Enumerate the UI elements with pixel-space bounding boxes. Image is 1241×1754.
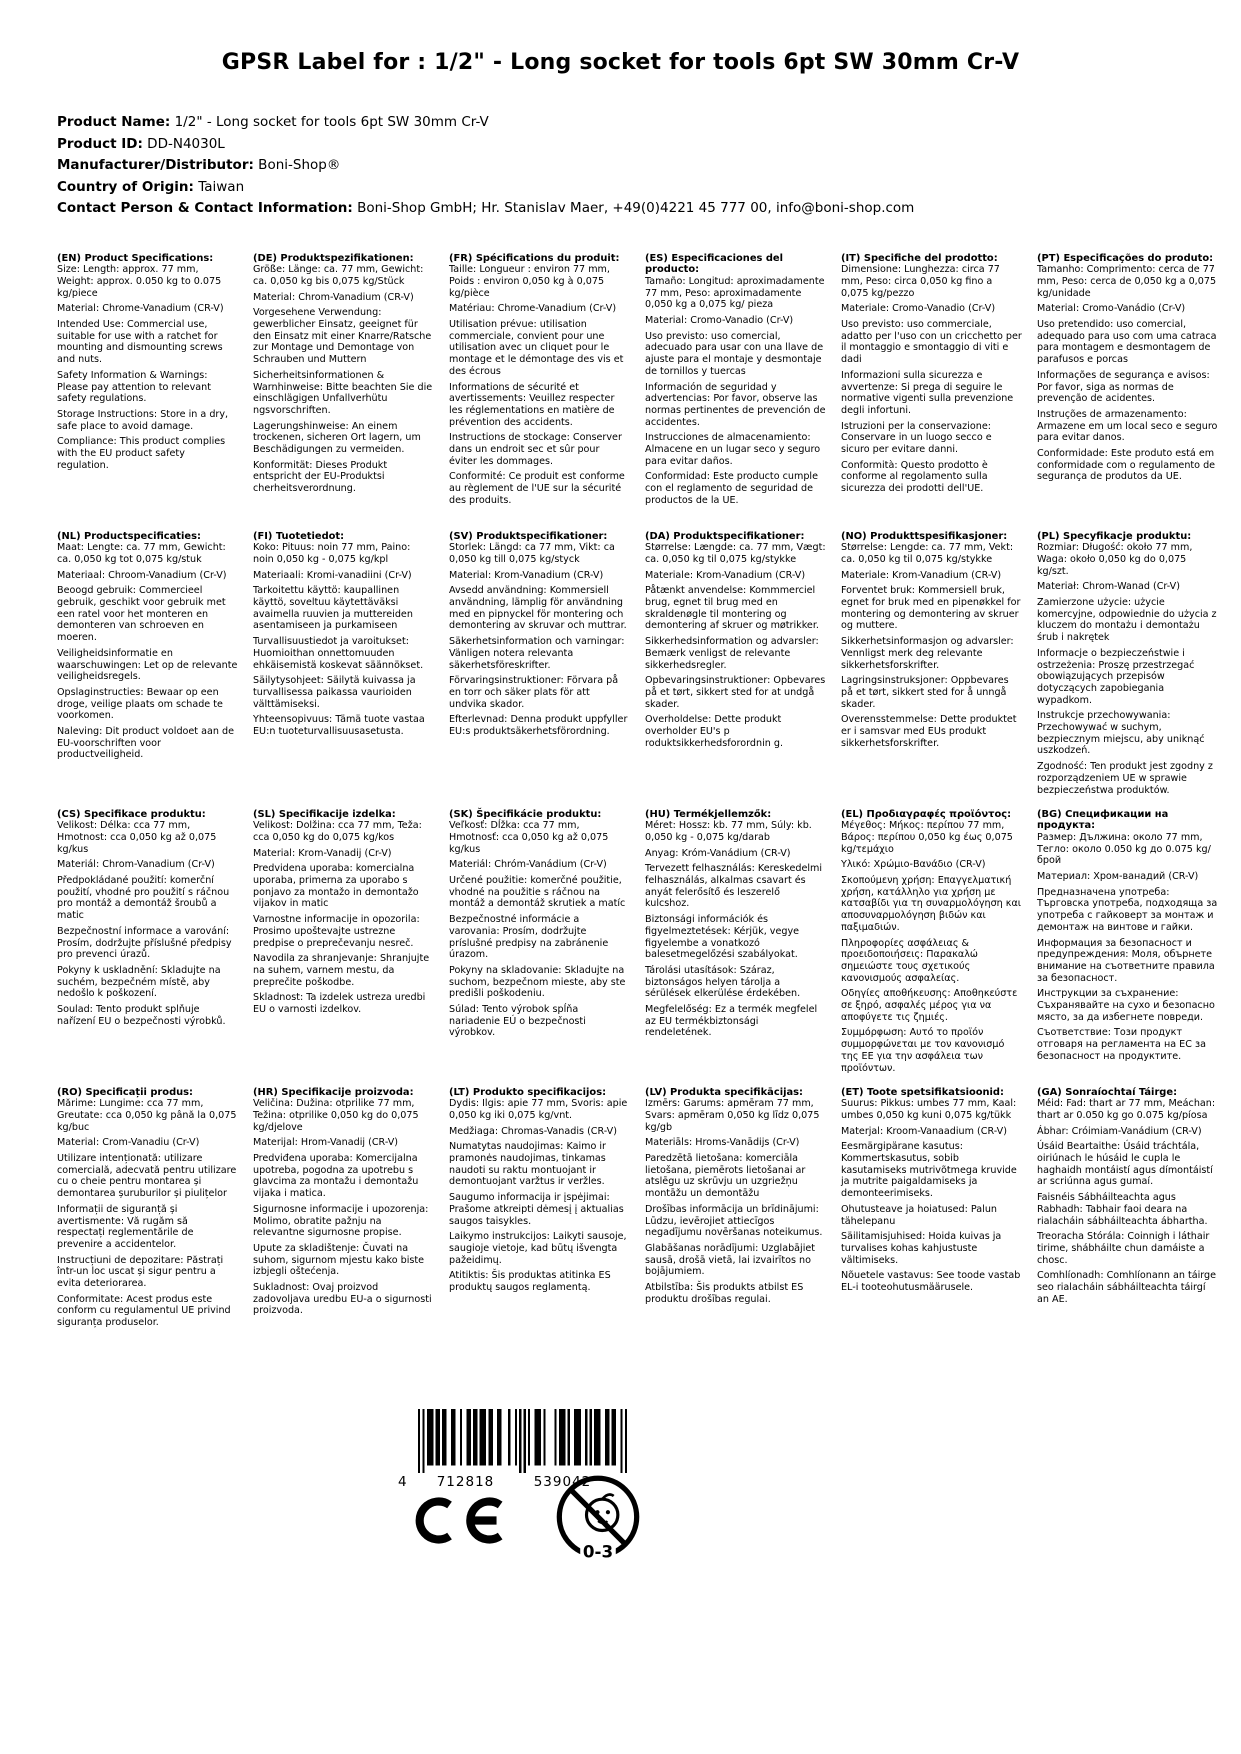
spec-paragraph: Σκοπούμενη χρήση: Επαγγελματική χρήση, κατάλληλο για χρήση με κατσαβίδι για τη συναρμολόγηση και αποσυναρμολόγηση βιδών και παξιμαδιών. [841, 875, 1022, 933]
spec-paragraph: Conformidade: Este produto está em conformidade com o regulamento de segurança de produtos da UE. [1037, 448, 1216, 483]
info-label: Manufacturer/Distributor: [57, 157, 254, 173]
language-block-title: (NL) Productspecificaties: [57, 530, 201, 542]
spec-paragraph: Materiale: Krom-Vanadium (CR-V) [841, 569, 1002, 581]
spec-paragraph: Veličina: Dužina: otprilike 77 mm, Težina: otprilike 0,050 kg do 0,075 kg/djelove [253, 1098, 419, 1133]
spec-paragraph: Sigurnosne informacije i upozorenja: Molimo, obratite pažnju na relevantne sigurnosne propise. [253, 1203, 429, 1239]
language-block-pt [1037, 253, 1225, 531]
spec-paragraph: Materiale: Cromo-Vanadio (Cr-V) [841, 303, 996, 315]
spec-paragraph: Intended Use: Commercial use, suitable for use with a ratchet for mounting and dismounting screws and nuts. [57, 319, 223, 366]
language-block-title: (HR) Specifikacije proizvoda: [253, 1086, 414, 1098]
spec-paragraph: Opslaginstructies: Bewaar op een droge, veilige plaats om schade te voorkomen. [57, 686, 223, 722]
spec-paragraph: Материал: Хром-ванадий (CR-V) [1037, 871, 1199, 883]
language-block-da [645, 531, 833, 809]
spec-paragraph: Overensstemmelse: Dette produktet er i samsvar med EUs produkt sikkerhetsforskrifter. [841, 714, 1017, 749]
spec-paragraph: Sikkerhedsinformation og advarsler: Bemærk venligst de relevante sikkerhedsregler. [645, 636, 819, 671]
language-block-title: (NO) Produkttspesifikasjoner: [841, 530, 1008, 542]
spec-paragraph: Předpokládané použití: komerční použití, vhodné pro použití s ráčnou pro montáž a demontáž šroubů a matic [57, 875, 230, 922]
language-block-sl [253, 809, 441, 1087]
age-warning-label: 0-3 [582, 1541, 614, 1562]
spec-paragraph: Skladnost: Ta izdelek ustreza uredbi EU o varnosti izdelkov. [253, 992, 426, 1016]
spec-paragraph: Съответствие: Този продукт отговаря на регламента на ЕС за безопасност на продуктите. [1037, 1027, 1206, 1062]
language-block-ro [57, 1087, 245, 1365]
spec-paragraph: Yhteensopivuus: Tämä tuote vastaa EU:n tuoteturvallisuusasetusta. [253, 714, 425, 738]
language-block-nl [57, 531, 245, 809]
language-block-title: (ET) Toote spetsifikatsioonid: [841, 1086, 1004, 1098]
spec-paragraph: Информация за безопасност и предупреждения: Моля, обърнете внимание на съответните правила за безопасност. [1037, 937, 1215, 984]
spec-paragraph: Velikost: Dolžina: cca 77 mm, Teža: cca 0,050 kg do 0,075 kg/kos [253, 820, 422, 843]
language-block-title: (SV) Produktspecifikationer: [449, 530, 608, 542]
spec-paragraph: Úsáid Beartaithe: Úsáid tráchtála, oiriúnach le húsáid le cupla le haghaidh montáistí agus dímontáistí ar scriúnna agus gumaí. [1037, 1141, 1213, 1188]
spec-paragraph: Material: Krom-Vanadium (CR-V) [449, 569, 604, 581]
spec-paragraph: Material: Krom-Vanadij (Cr-V) [253, 847, 392, 859]
spec-paragraph: Tárolási utasítások: Száraz, biztonságos helyen tárolja a sérülések elkerülése érdekében. [645, 964, 801, 1000]
spec-paragraph: Instrucțiuni de depozitare: Păstrați într-un loc uscat și sigur pentru a evita deteriorarea. [57, 1254, 224, 1290]
language-block-en [57, 253, 245, 531]
spec-paragraph: Material: Cromo-Vanadio (Cr-V) [645, 315, 794, 327]
spec-paragraph: Určené použitie: komerčné použitie, vhodné na použitie s ráčnou na montáž a demontáž skrutiek a matíc [449, 875, 626, 910]
age-warning-icon [552, 1473, 644, 1565]
language-grid [57, 253, 1241, 1365]
language-block-title: (ES) Especificaciones del producto: [645, 252, 784, 276]
spec-paragraph: Overholdelse: Dette produkt overholder EU's p roduktsikkerhedsforordnin g. [645, 714, 784, 749]
spec-paragraph: Size: Length: approx. 77 mm, Weight: approx. 0.050 kg to 0.075 kg/piece [57, 264, 222, 299]
spec-paragraph: Compliance: This product complies with the EU product safety regulation. [57, 436, 226, 471]
spec-paragraph: Materjal: Kroom-Vanaadium (CR-V) [841, 1125, 1007, 1137]
spec-paragraph: Storage Instructions: Store in a dry, safe place to avoid damage. [57, 408, 229, 432]
spec-paragraph: Mărime: Lungime: cca 77 mm, Greutate: cca 0,050 kg până la 0,075 kg/buc [57, 1098, 237, 1133]
language-block-el [841, 809, 1029, 1087]
spec-paragraph: Numatytas naudojimas: Kaimo ir pramonės naudojimas, tinkamas naudoti su raktu montuojant ir demontuojant varžtus ir veržles. [449, 1141, 606, 1188]
spec-paragraph: Avsedd användning: Kommersiell användning, lämplig för användning med en pipnyckel för montering och demontering av skruvar och muttrar. [449, 585, 627, 632]
spec-paragraph: Conformità: Questo prodotto è conforme al regolamento sulla sicurezza dei prodotti dell'UE. [841, 459, 988, 495]
language-block-title: (PL) Specyfikacje produktu: [1037, 530, 1192, 542]
language-block-lt [449, 1087, 637, 1365]
spec-paragraph: Lagerungshinweise: An einem trockenen, sicheren Ort lagern, um Beschädigungen zu vermeiden. [253, 420, 421, 456]
info-value: 1/2" - Long socket for tools 6pt SW 30mm Cr-V [170, 114, 489, 130]
language-block-pl [1037, 531, 1225, 809]
info-value: Taiwan [193, 178, 245, 195]
language-block-fr [449, 253, 637, 531]
language-block-title: (LV) Produkta specifikācijas: [645, 1086, 803, 1098]
spec-paragraph: Safety Information & Warnings: Please pay attention to relevant safety regulations. [57, 369, 211, 405]
language-block-title: (RO) Specificații produs: [57, 1086, 193, 1098]
spec-paragraph: Comhlíonadh: Comhlíonann an táirge seo rialacháin sábháilteachta táirgí an AE. [1037, 1270, 1217, 1305]
language-block-title: (CS) Specifikace produktu: [57, 808, 206, 820]
spec-paragraph: Lagringsinstruksjoner: Oppbevares på et tørt, sikkert sted for å unngå skader. [841, 675, 1009, 710]
language-block-title: (LT) Produkto specifikacijos: [449, 1086, 607, 1098]
info-value: DD-N4030L [142, 135, 225, 152]
spec-paragraph: Storlek: Längd: ca 77 mm, Vikt: ca 0,050 kg till 0,075 kg/styck [449, 542, 615, 565]
language-block-title: (EN) Product Specifications: [57, 252, 214, 264]
spec-paragraph: Nõuetele vastavus: See toode vastab EL-i tooteohutusmäärusele. [841, 1270, 1021, 1294]
spec-paragraph: Material: Chrome-Vanadium (CR-V) [57, 303, 224, 315]
spec-paragraph: Predvidena uporaba: komercialna uporaba, primerna za uporabo s ponjavo za montažo in demontažo vijakov in matic [253, 863, 419, 910]
language-block-title: (FR) Spécifications du produit: [449, 252, 620, 264]
spec-paragraph: Materiaal: Chroom-Vanadium (Cr-V) [57, 569, 227, 581]
spec-paragraph: Materiaali: Kromi-vanadiini (Cr-V) [253, 569, 412, 581]
spec-paragraph: Izmērs: Garums: apmēram 77 mm, Svars: apmēram 0,050 kg līdz 0,075 kg/gb [645, 1098, 820, 1133]
spec-paragraph: Dimensione: Lunghezza: circa 77 mm, Peso: circa 0,050 kg fino a 0,075 kg/pezzo [841, 264, 1000, 299]
spec-paragraph: Material: Chrom-Vanadium (CR-V) [253, 291, 414, 303]
spec-paragraph: Предназначена употреба: Търговска употреба, подходяща за употреба с гайковерт за монтаж и демонтаж на винтове и гайки. [1037, 886, 1218, 933]
language-block-ga [1037, 1087, 1225, 1365]
spec-paragraph: Faisnéis Sábháilteachta agus Rabhadh: Tabhair faoi deara na rialacháin sábháilteachta ábhartha. [1037, 1192, 1208, 1227]
spec-paragraph: Uso previsto: uso commerciale, adatto per l'uso con un cricchetto per il montaggio e smontaggio di viti e dadi [841, 319, 1022, 366]
spec-paragraph: Predviđena uporaba: Komercijalna upotreba, pogodna za upotrebu s glavcima za montažu i demontažu vijaka i matica. [253, 1153, 419, 1200]
spec-paragraph: Informações de segurança e avisos: Por favor, siga as normas de prevenção de acidentes. [1037, 369, 1210, 405]
spec-paragraph: Naleving: Dit product voldoet aan de EU-voorschriften voor productveiligheid. [57, 726, 234, 761]
spec-paragraph: Vorgesehene Verwendung: gewerblicher Einsatz, geeignet für den Einsatz mit einer Knarre/Ratsche zur Montage und Demontage von Schrauben und Muttern [253, 307, 432, 366]
spec-paragraph: Conformitate: Acest produs este conform cu regulamentul UE privind siguranța produselor. [57, 1293, 231, 1329]
spec-paragraph: Konformität: Dieses Produkt entspricht der EU-Produktsi cherheitsverordnung. [253, 459, 388, 495]
info-label: Country of Origin: [57, 178, 194, 195]
language-block-title: (HU) Termékjellemzők: [645, 808, 772, 820]
spec-paragraph: Efterlevnad: Denna produkt uppfyller EU:s produktsäkerhetsförordning. [449, 714, 628, 738]
spec-paragraph: Turvallisuustiedot ja varoitukset: Huomioithan onnettomuuden ehkäisemistä koskevat säännökset. [253, 636, 424, 671]
bottom-section [0, 1409, 1241, 1639]
spec-paragraph: Tamaño: Longitud: aproximadamente 77 mm, Peso: aproximadamente 0,050 kg a 0,075 kg/ pieza [645, 275, 825, 311]
spec-paragraph: Anyag: Króm-Vanádium (CR-V) [645, 847, 791, 859]
spec-paragraph: Veľkosť: Dĺžka: cca 77 mm, Hmotnosť: cca 0,050 kg až 0,075 kg/kus [449, 820, 609, 855]
spec-paragraph: Conformité: Ce produit est conforme au règlement de l'UE sur la sécurité des produits. [449, 471, 625, 506]
language-block-lv [645, 1087, 833, 1365]
spec-paragraph: Méret: Hossz: kb. 77 mm, Súly: kb. 0,050 kg - 0,075 kg/darab [645, 820, 812, 843]
spec-paragraph: Μέγεθος: Μήκος: περίπου 77 mm, Βάρος: περίπου 0,050 kg έως 0,075 kg/τεμάχιο [841, 820, 1013, 855]
language-block-title: (IT) Specifiche del prodotto: [841, 252, 998, 264]
product-info-row [57, 134, 1241, 156]
language-block-no [841, 531, 1029, 809]
spec-paragraph: Dydis: Ilgis: apie 77 mm, Svoris: apie 0,050 kg iki 0,075 kg/vnt. [449, 1098, 628, 1121]
spec-paragraph: Säilytysohjeet: Säilytä kuivassa ja turvallisessa paikassa vaurioiden välttämiseksi. [253, 675, 416, 710]
spec-paragraph: Paredzētā lietošana: komerciāla lietošana, piemērots lietošanai ar atslēgu uz skrūvju un uzgriežņu montāžu un demontāžu [645, 1153, 806, 1200]
spec-paragraph: Påtænkt anvendelse: Kommmerciel brug, egnet til brug med en skraldenøgle til montering og demontering af skruer og møtrikker. [645, 585, 819, 632]
spec-paragraph: Glabāšanas norādījumi: Uzglabājiet sausā, drošā vietā, lai izvairītos no bojājumiem. [645, 1242, 816, 1278]
spec-paragraph: Инструкции за съхранение: Съхранявайте на сухо и безопасно място, за да избегнете повреди. [1037, 988, 1215, 1023]
spec-paragraph: Megfelelőség: Ez a termék megfelel az EU termékbiztonsági rendeletének. [645, 1004, 818, 1039]
ce-mark-icon [414, 1497, 514, 1544]
spec-paragraph: Pokyny na skladovanie: Skladujte na suchom, bezpečnom mieste, aby ste predišli poškodeniu. [449, 964, 626, 1000]
info-label: Contact Person & Contact Information: [57, 200, 353, 216]
spec-paragraph: Atbilstība: Šis produkts atbilst ES produktu drošības regulai. [645, 1282, 804, 1305]
spec-paragraph: Taille: Longueur : environ 77 mm, Poids : environ 0,050 kg à 0,075 kg/pièce [449, 264, 610, 299]
spec-paragraph: Ábhar: Cróimiam-Vanádium (CR-V) [1037, 1125, 1202, 1137]
spec-paragraph: Ohutusteave ja hoiatused: Palun tähelepanu [841, 1203, 997, 1227]
spec-paragraph: Laikymo instrukcijos: Laikyti sausoje, saugioje vietoje, kad būtų išvengta pažeidimų. [449, 1231, 627, 1266]
spec-paragraph: Informacje o bezpieczeństwie i ostrzeżenia: Proszę przestrzegać obowiązujących przepisów dotyczących zapobiegania wypadkom. [1037, 647, 1195, 706]
spec-paragraph: Materijal: Hrom-Vanadij (CR-V) [253, 1137, 399, 1149]
language-block-et [841, 1087, 1029, 1365]
spec-paragraph: Størrelse: Lengde: ca. 77 mm, Vekt: ca. 0,050 kg til 0,075 kg/stykke [841, 542, 1014, 565]
language-block-title: (FI) Tuotetiedot: [253, 530, 345, 542]
spec-paragraph: Materiał: Chrom-Wanad (Cr-V) [1037, 581, 1180, 593]
spec-paragraph: Materiale: Krom-Vanadium (CR-V) [645, 569, 806, 581]
spec-paragraph: Biztonsági információk és figyelmeztetések: Kérjük, vegye figyelembe a vonatkozó balesetmegelőzési szabályokat. [645, 914, 800, 961]
spec-paragraph: Eesmärgipärane kasutus: Kommertskasutus, sobib kasutamiseks mutrivõtmega kruvide ja mutrite paigaldamiseks ja demonteerimiseks. [841, 1141, 1017, 1200]
spec-paragraph: Drošības informācija un brīdinājumi: Lūdzu, ievērojiet attiecīgos negadījumu novēršanas noteikumus. [645, 1203, 823, 1239]
info-value: Boni-Shop GmbH; Hr. Stanislav Maer, +49(0)4221 45 777 00, info@boni-shop.com [352, 200, 915, 216]
spec-paragraph: Πληροφορίες ασφάλειας & προειδοποιήσεις: Παρακαλώ σημειώστε τους σχετικούς κανονισμούς ασφαλείας. [841, 937, 978, 984]
spec-paragraph: Atitiktis: Šis produktas atitinka ES produktų saugos reglamentą. [449, 1270, 611, 1294]
language-block-title: (GA) Sonraíochtaí Táirge: [1037, 1086, 1178, 1098]
language-block-cs [57, 809, 245, 1087]
spec-paragraph: Instruções de armazenamento: Armazene em um local seco e seguro para evitar danos. [1037, 408, 1218, 444]
spec-paragraph: Koko: Pituus: noin 77 mm, Paino: noin 0,050 kg - 0,075 kg/kpl [253, 542, 411, 565]
spec-paragraph: Soulad: Tento produkt splňuje nařízení EU o bezpečnosti výrobků. [57, 1004, 226, 1027]
spec-paragraph: Συμμόρφωση: Αυτό το προϊόν συμμορφώνεται με τον κανονισμό της ΕΕ για την ασφάλεια των προϊόντων. [841, 1027, 1005, 1074]
spec-paragraph: Veiligheidsinformatie en waarschuwingen: Let op de relevante veiligheidsregels. [57, 647, 238, 683]
spec-paragraph: Conformidad: Este producto cumple con el reglamento de seguridad de productos de la UE. [645, 471, 818, 506]
info-label: Product Name: [57, 114, 171, 130]
spec-paragraph: Utilisation prévue: utilisation commerciale, convient pour une utilisation avec un cliquet pour le montage et le démontage des vis et des écrous [449, 319, 624, 377]
spec-paragraph: Material: Crom-Vanadiu (Cr-V) [57, 1137, 200, 1149]
spec-paragraph: Tarkoitettu käyttö: kaupallinen käyttö, soveltuu käytettäväksi avaimella ruuvien ja muttereiden asentamiseen ja purkamiseen [253, 585, 413, 632]
spec-paragraph: Suurus: Pikkus: umbes 77 mm, Kaal: umbes 0,050 kg kuni 0,075 kg/tükk [841, 1098, 1017, 1121]
spec-paragraph: Zamierzone użycie: użycie komercyjne, odpowiednie do użycia z kluczem do montażu i demontażu śrub i nakrętek [1037, 597, 1217, 644]
spec-paragraph: Upute za skladištenje: Čuvati na suhom, sigurnom mjestu kako biste izbjegli oštećenja. [253, 1242, 425, 1278]
barcode-digit-first: 4 [398, 1473, 407, 1490]
spec-paragraph: Informations de sécurité et avertissements: Veuillez respecter les réglementations en matière de prévention des accidents. [449, 381, 615, 428]
info-value: Boni-Shop® [253, 157, 341, 173]
language-block-es [645, 253, 833, 531]
spec-paragraph: Velikost: Délka: cca 77 mm, Hmotnost: cca 0,050 kg až 0,075 kg/kus [57, 820, 217, 855]
spec-paragraph: Forventet bruk: Kommersiell bruk, egnet for bruk med en pipenøkkel for montering og demontering av skruer og muttere. [841, 585, 1021, 632]
spec-paragraph: Materiāls: Hroms-Vanādijs (Cr-V) [645, 1137, 800, 1149]
barcode-icon [418, 1409, 627, 1473]
spec-paragraph: Säkerhetsinformation och varningar: Vänligen notera relevanta säkerhetsföreskrifter. [449, 636, 625, 671]
spec-paragraph: Instructions de stockage: Conserver dans un endroit sec et sûr pour éviter les dommages. [449, 432, 622, 467]
spec-paragraph: Varnostne informacije in opozorila: Prosimo upoštevajte ustrezne predpise o preprečevanju nesreč. [253, 914, 420, 949]
spec-paragraph: Instrucciones de almacenamiento: Almacene en un lugar seco y seguro para evitar daños. [645, 432, 821, 467]
language-block-title: (SL) Specifikacije izdelka: [253, 808, 396, 820]
spec-paragraph: Größe: Länge: ca. 77 mm, Gewicht: ca. 0,050 kg bis 0,075 kg/Stück [253, 264, 424, 287]
language-block-title: (SK) Špecifikácie produktu: [449, 808, 602, 820]
language-block-it [841, 253, 1029, 531]
spec-paragraph: Размер: Дължина: около 77 mm, Тегло: около 0.050 kg до 0.075 kg/брой [1037, 831, 1211, 867]
language-block-sv [449, 531, 637, 809]
spec-paragraph: Material: Cromo-Vanádio (Cr-V) [1037, 303, 1186, 315]
spec-paragraph: Utilizare intenționată: utilizare comercială, adecvată pentru utilizare cu o cheie pentru montarea și demontarea șuruburilor și piulițelor [57, 1153, 237, 1200]
spec-paragraph: Istruzioni per la conservazione: Conservare in un luogo secco e sicuro per evitare danni. [841, 420, 992, 456]
spec-paragraph: Οδηγίες αποθήκευσης: Αποθηκεύστε σε ξηρό, ασφαλές μέρος για να αποφύγετε τις ζημιές. [841, 988, 1018, 1023]
product-info-row [57, 155, 1241, 177]
spec-paragraph: Zgodność: Ten produkt jest zgodny z rozporządzeniem UE w sprawie bezpieczeństwa produktów. [1037, 761, 1213, 796]
spec-paragraph: Bezpečnostné informácie a varovania: Prosím, dodržujte príslušné predpisy na zabránenie úrazom. [449, 914, 609, 961]
spec-paragraph: Tervezett felhasználás: Kereskedelmi felhasználás, alkalmas csavart és anyát felerősítő és leszerelő kulcshoz. [645, 863, 823, 910]
language-block-hu [645, 809, 833, 1087]
spec-paragraph: Beoogd gebruik: Commercieel gebruik, geschikt voor gebruik met een ratel voor het monteren en demonteren van schroeven en moeren. [57, 585, 226, 644]
language-block-bg [1037, 809, 1225, 1087]
spec-paragraph: Súlad: Tento výrobok spĺňa nariadenie EÚ o bezpečnosti výrobkov. [449, 1004, 586, 1039]
barcode-digits-left: 712818 [436, 1473, 495, 1490]
product-info-row [57, 112, 1241, 134]
info-label: Product ID: [57, 135, 143, 152]
spec-paragraph: Rozmiar: Długość: około 77 mm, Waga: około 0,050 kg do 0,075 kg/szt. [1037, 542, 1193, 577]
spec-paragraph: Sukladnost: Ovaj proizvod zadovoljava uredbu EU-a o sigurnosti proizvoda. [253, 1282, 432, 1317]
spec-paragraph: Opbevaringsinstruktioner: Opbevares på et tørt, sikkert sted for at undgå skader. [645, 675, 826, 710]
spec-paragraph: Matériau: Chrome-Vanadium (Cr-V) [449, 303, 617, 315]
spec-paragraph: Förvaringsinstruktioner: Förvara på en torr och säker plats för att undvika skador. [449, 675, 619, 710]
spec-paragraph: Υλικό: Χρώμιο-Βανάδιο (CR-V) [841, 859, 986, 871]
spec-paragraph: Säilitamisjuhised: Hoida kuivas ja turvalises kohas kahjustuste vältimiseks. [841, 1231, 1002, 1266]
language-block-fi [253, 531, 441, 809]
spec-paragraph: Uso previsto: uso comercial, adecuado para usar con una llave de ajuste para el montaje y desmontaje de tornillos y tuercas [645, 330, 824, 377]
spec-paragraph: Saugumo informacija ir įspėjimai: Prašome atkreipti dėmesį į aktualias saugos taisykles. [449, 1192, 624, 1227]
product-info-row [57, 198, 1241, 220]
language-block-title: (PT) Especificações do produto: [1037, 252, 1214, 264]
spec-paragraph: Informazioni sulla sicurezza e avvertenze: Si prega di seguire le normative vigenti sulla prevenzione degli infortuni. [841, 369, 1014, 416]
spec-paragraph: Treoracha Stórála: Coinnigh i láthair tirime, shábháilte chun damáiste a chosc. [1037, 1231, 1210, 1266]
spec-paragraph: Informații de siguranță și avertismente: Vă rugăm să respectați reglementările de prevenire a accidentelor. [57, 1203, 194, 1250]
spec-paragraph: Materiál: Chrom-Vanadium (Cr-V) [57, 859, 215, 871]
page-title: GPSR Label for : 1/2" - Long socket for tools 6pt SW 30mm Cr-V [221, 50, 1020, 75]
spec-paragraph: Størrelse: Længde: ca. 77 mm, Vægt: ca. 0,050 kg til 0,075 kg/stykke [645, 542, 826, 565]
product-info-row [57, 177, 1241, 199]
spec-paragraph: Materiál: Chróm-Vanádium (Cr-V) [449, 859, 607, 871]
language-block-title: (DE) Produktspezifikationen: [253, 252, 414, 264]
spec-paragraph: Medžiaga: Chromas-Vanadis (CR-V) [449, 1125, 617, 1137]
spec-paragraph: Pokyny k uskladnění: Skladujte na suchém, bezpečném místě, aby nedošlo k poškození. [57, 964, 221, 1000]
spec-paragraph: Uso pretendido: uso comercial, adequado para uso com uma catraca para montagem e desmontagem de parafusos e porcas [1037, 319, 1217, 366]
spec-paragraph: Maat: Lengte: ca. 77 mm, Gewicht: ca. 0,050 kg tot 0,075 kg/stuk [57, 542, 226, 565]
language-block-title: (EL) Προδιαγραφές προϊόντος: [841, 808, 1012, 820]
spec-paragraph: Instrukcje przechowywania: Przechowywać w suchym, bezpiecznym miejscu, aby uniknąć uszkodzeń. [1037, 710, 1205, 757]
spec-paragraph: Méid: Fad: thart ar 77 mm, Meáchan: thart ar 0.050 kg go 0.075 kg/píosa [1037, 1098, 1216, 1121]
product-info [57, 112, 1241, 220]
spec-paragraph: Sikkerhetsinformasjon og advarsler: Vennligst merk deg relevante sikkerhetsforskrifter. [841, 636, 1014, 671]
barcode-digits-right: 539042 [533, 1473, 592, 1490]
spec-paragraph: Tamanho: Comprimento: cerca de 77 mm, Peso: cerca de 0,050 kg a 0,075 kg/unidade [1037, 264, 1217, 299]
language-block-de [253, 253, 441, 531]
spec-paragraph: Bezpečnostní informace a varování: Prosím, dodržujte příslušné předpisy pro prevenci úrazů. [57, 925, 232, 961]
language-block-title: (BG) Спецификации на продукта: [1037, 808, 1169, 832]
spec-paragraph: Información de seguridad y advertencias: Por favor, observe las normas pertinentes de prevención de accidentes. [645, 381, 826, 428]
language-block-sk [449, 809, 637, 1087]
language-block-hr [253, 1087, 441, 1365]
language-block-title: (DA) Produktspecifikationer: [645, 530, 805, 542]
spec-paragraph: Navodila za shranjevanje: Shranjujte na suhem, varnem mestu, da preprečite poškodbe. [253, 953, 430, 988]
spec-paragraph: Sicherheitsinformationen & Warnhinweise: Bitte beachten Sie die einschlägigen Unfallverhütu ngsvorschriften. [253, 369, 433, 416]
